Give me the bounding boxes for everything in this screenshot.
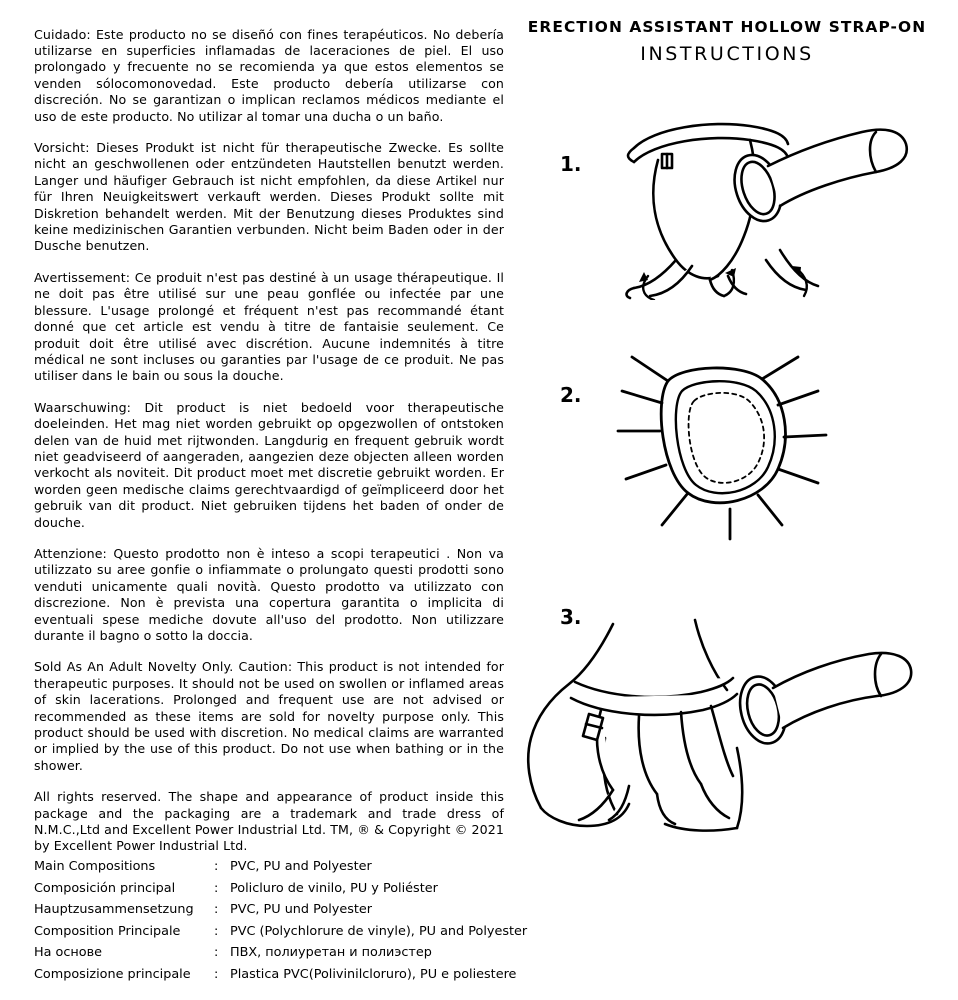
warning-paragraph-nl: Waarschuwing: Dit product is niet bedoeld voor therapeutische doeleinden. Het mag niet worden gebruikt op opgezwollen of ontstoken delen van de huid met rijtwonden. Langdurig en frequent gebruik wordt niet geadviseerd of aangeraden, aangezien deze objecten alleen worden verkocht als noviteit. Dit product moet met discretie gebruikt worden. Er worden geen medische claims gerechtvaardigd of geïmpliceerd door het gebruik van dit product. Niet gebruiken tijdens het baden of onder de douche. (34, 399, 504, 530)
composition-colon: : (214, 880, 219, 896)
harness-front-panel-diagram (610, 345, 860, 549)
warnings-column (34, 14, 504, 855)
composition-value: PVC (Polychlorure de vinyle), PU and Polyester (230, 923, 528, 939)
composition-label: Hauptzusammensetzung (34, 902, 194, 917)
table-row (34, 964, 594, 986)
warning-paragraph-it: Attenzione: Questo prodotto non è inteso a scopi terapeutici . Non va utilizzato su aree gonfie o infiammate o prolungato questi prodotti sono venduti unicamente quali novità. Questo prodotto va utilizzato con discrezione. Non è prevista una copertura garantita o implicita di eventuali spese mediche dovute all'uso del prodotto. Non utilizzare durante il bagno o sotto la doccia. (34, 545, 504, 643)
composition-value: PVC, PU and Polyester (230, 859, 372, 874)
table-row (34, 942, 594, 964)
instructions-header (512, 18, 942, 65)
step-1-number: 1. (560, 152, 582, 176)
composition-colon: : (214, 966, 219, 982)
composition-value: ПВХ, полиуретан и полиэстер (230, 945, 432, 960)
composition-value: PVC, PU und Polyester (230, 902, 373, 917)
warning-paragraph-en: Sold As An Adult Novelty Only. Caution: This product is not intended for therapeutic purposes. It should not be used on swollen or inflamed areas of skin lacerations. Prolonged and frequent use are not advised or recommended as these items are sold for novelty purpose only. This product should be used with discretion. No medical claims are warranted or implied by the use of this product. Do not use when bathing or in the shower. (34, 659, 504, 773)
copyright-paragraph: All rights reserved. The shape and appearance of product inside this package and the packaging are a trademark and trade dress of N.M.C.,Ltd and Excellent Power Industrial Ltd. TM, ® & Copyright © 2021 by Excellent Power Industrial Ltd. (34, 789, 504, 854)
instructions-subtitle: INSTRUCTIONS (640, 43, 814, 65)
warning-paragraph-de: Vorsicht: Dieses Produkt ist nicht für therapeutische Zwecke. Es sollte nicht an geschwollenen oder entzündeten Hautstellen benutzt werden. Langer und häufiger Gebrauch ist nicht empfohlen, da diese Artikel nur für Ihren Neuigkeitswert verkauft werden. Dieses Produkt sollte mit Diskretion behandelt werden. Mit der Benutzung dieses Produktes sind keine medizinischen Garantien verbunden. Nicht beim Baden oder in der Dusche benutzen. (34, 140, 504, 254)
composition-colon: : (214, 923, 219, 939)
composition-colon: : (214, 902, 219, 917)
harness-worn-on-hips-diagram (505, 618, 945, 842)
composition-label: Main Compositions (34, 859, 156, 874)
composition-label: Composizione principale (34, 966, 191, 982)
table-row (34, 856, 594, 878)
composition-label: Composition Principale (34, 923, 181, 939)
table-row (34, 899, 594, 921)
warning-paragraph-es: Cuidado: Este producto no se diseñó con fines terapéuticos. No debería utilizarse en superficies inflamadas de laceraciones de piel. El uso prolongado y frecuente no se recomienda ya que estos elementos se venden sólocomonovedad. Este producto debería utilizarse con discreción. No se garantizan o implican reclamos médicos mediante el uso de este producto. No utilizar al tomar una ducha o un baño. (34, 26, 504, 124)
composition-label: На основе (34, 945, 103, 960)
step-3-number: 3. (560, 605, 582, 629)
composition-value: Plastica PVC(Polivinilcloruro), PU e poliestere (230, 966, 517, 982)
warning-paragraph-fr: Avertissement: Ce produit n'est pas destiné à un usage thérapeutique. Il ne doit pas être utilisé sur une peau gonflée ou infectée par une blessure. L'usage prolongé et fréquent n'est pas recommandé étant donné que cet article est vendu à titre de fantaisie seulement. Ce produit doit être utilisé avec discrétion. Aucune indemnités à titre médical ne sont incluses ou garanties par l'usage de ce produit. Ne pas utiliser dans le bain ou sous la douche. (34, 269, 504, 384)
step-2-number: 2. (560, 383, 582, 407)
composition-colon: : (214, 859, 219, 874)
composition-table (34, 856, 594, 985)
table-row (34, 878, 594, 900)
product-title: ERECTION ASSISTANT HOLLOW STRAP-ON (527, 18, 927, 36)
table-row (34, 921, 594, 943)
strap-on-harness-with-dildo-diagram (600, 110, 940, 304)
composition-value: Policluro de vinilo, PU y Poliéster (230, 880, 438, 896)
composition-label: Composición principal (34, 880, 176, 896)
composition-colon: : (214, 945, 219, 960)
